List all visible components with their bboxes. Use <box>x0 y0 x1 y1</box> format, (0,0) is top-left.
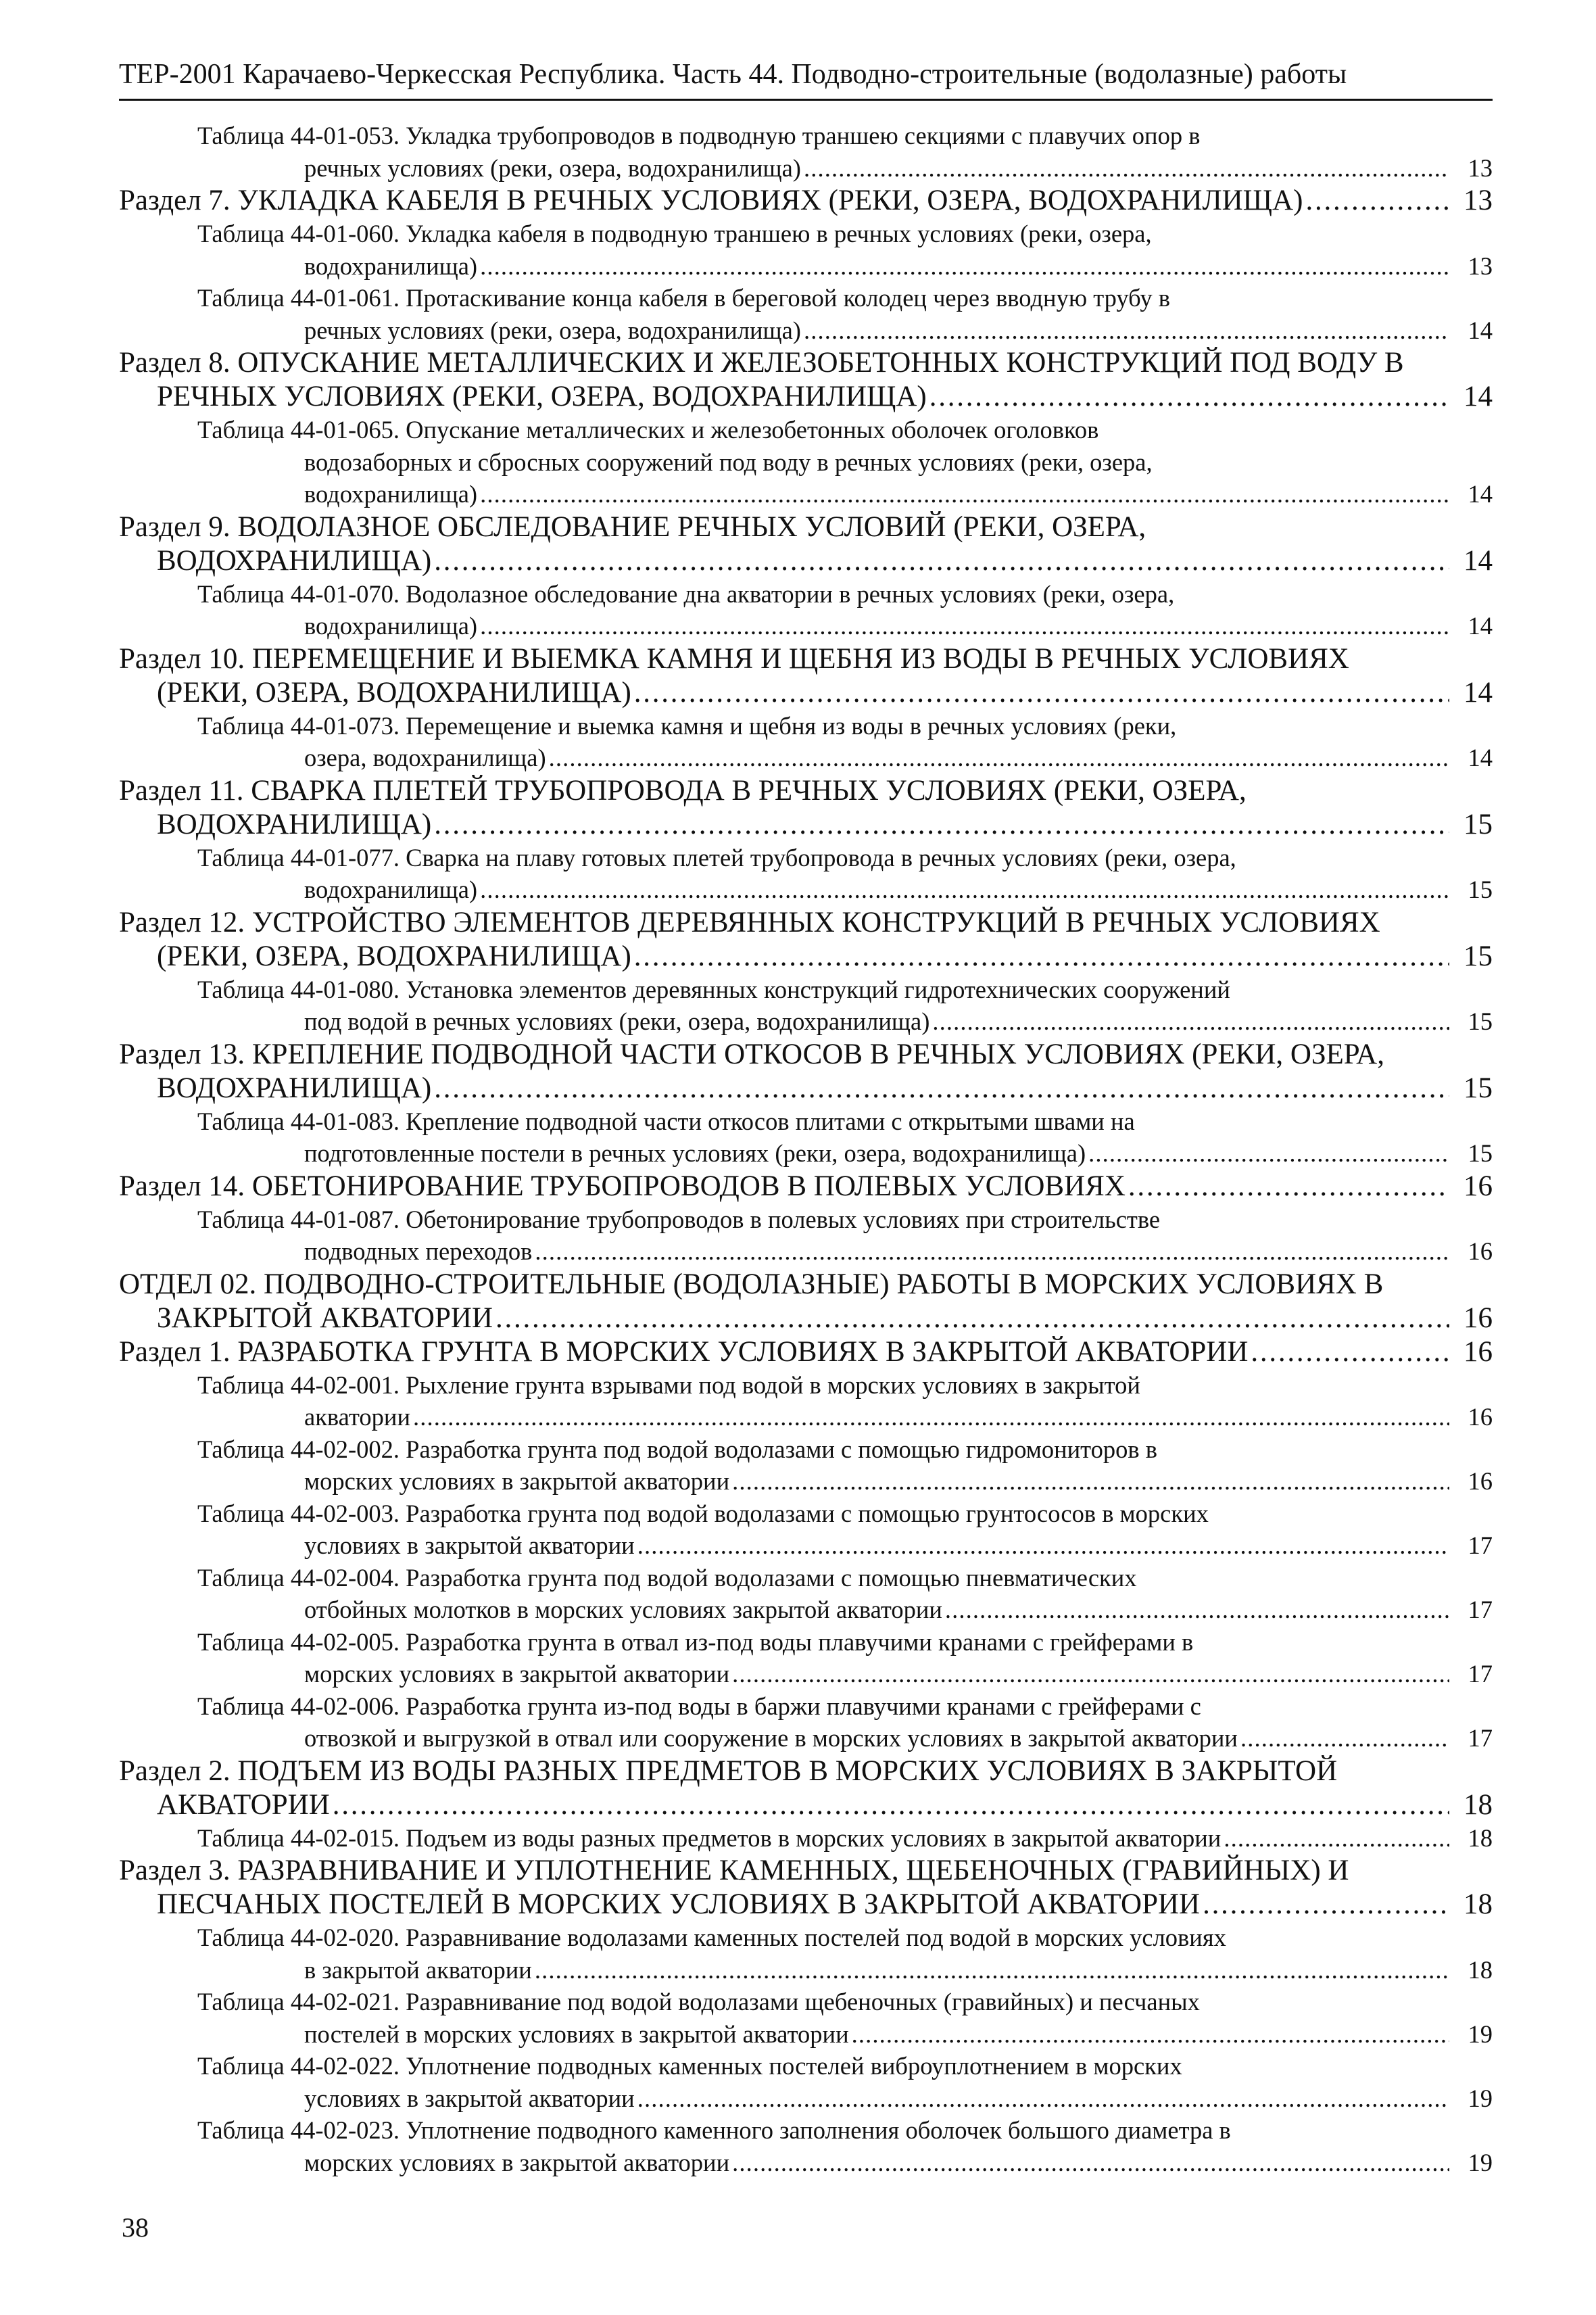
toc-table-entry <box>119 218 1493 282</box>
dot-leader <box>535 1954 1449 1986</box>
toc-entry-text: Таблица 44-01-060. Укладка кабеля в подводную траншею в речных условиях (реки, озера, <box>197 220 1152 247</box>
toc-entry-text: Раздел 8. ОПУСКАНИЕ МЕТАЛЛИЧЕСКИХ И ЖЕЛЕЗОБЕТОННЫХ КОНСТРУКЦИЙ ПОД ВОДУ В <box>119 347 1404 379</box>
toc-entry-text: условиях в закрытой акватории <box>304 2084 635 2112</box>
toc-line <box>119 1755 1493 1788</box>
toc-line <box>119 446 1493 479</box>
toc-table-entry <box>119 414 1493 510</box>
toc-page-number: 15 <box>1464 808 1493 840</box>
toc-line <box>119 842 1493 874</box>
toc-entry-text: постелей в морских условиях в закрытой акватории <box>304 2020 849 2048</box>
toc-line <box>119 184 1493 218</box>
toc-page-number: 15 <box>1468 1139 1493 1167</box>
toc-line <box>119 1722 1493 1755</box>
toc-section-entry <box>119 1038 1493 1105</box>
toc-section-entry <box>119 1170 1493 1203</box>
dot-leader <box>495 1302 1449 1335</box>
toc-line <box>119 1369 1493 1402</box>
toc-section-entry <box>119 1854 1493 1922</box>
toc-line <box>119 2050 1493 2082</box>
toc-entry-text: Таблица 44-01-083. Крепление подводной части откосов плитами с открытыми швами на <box>197 1107 1135 1135</box>
toc-page-number: 17 <box>1468 1724 1493 1752</box>
toc-line <box>119 152 1493 185</box>
toc-entry-text: ВОДОХРАНИЛИЩА) <box>157 1072 432 1104</box>
toc-entry-text: Таблица 44-01-080. Установка элементов деревянных конструкций гидротехнических сооружений <box>197 975 1230 1003</box>
dot-leader <box>333 1788 1449 1822</box>
toc-entry-text: Таблица 44-01-087. Обетонирование трубопроводов в полевых условиях при строительстве <box>197 1205 1161 1233</box>
toc-page-number: 15 <box>1468 1007 1493 1035</box>
toc-entry-text: ПЕСЧАНЫХ ПОСТЕЛЕЙ В МОРСКИХ УСЛОВИЯХ В ЗАКРЫТОЙ АКВАТОРИИ <box>157 1888 1201 1920</box>
dot-leader <box>634 676 1449 710</box>
dot-leader <box>535 1235 1449 1268</box>
toc-entry-text: ВОДОХРАНИЛИЩА) <box>157 808 432 840</box>
toc-page-number: 13 <box>1468 153 1493 182</box>
toc-entry-text: Таблица 44-02-022. Уплотнение подводных каменных постелей виброуплотнением в морских <box>197 2052 1182 2080</box>
dot-leader <box>480 478 1449 510</box>
toc-page-number: 17 <box>1468 1660 1493 1688</box>
toc-line <box>119 218 1493 250</box>
toc-section-entry <box>119 510 1493 578</box>
dot-leader <box>804 314 1449 347</box>
toc-line <box>119 1268 1493 1302</box>
toc-section-entry <box>119 774 1493 842</box>
toc-page-number: 15 <box>1464 940 1493 972</box>
toc-entry-text: Раздел 1. РАЗРАБОТКА ГРУНТА В МОРСКИХ УСЛОВИЯХ В ЗАКРЫТОЙ АКВАТОРИИ <box>119 1335 1249 1368</box>
toc-page-number: 16 <box>1464 1170 1493 1202</box>
toc-line <box>119 1788 1493 1822</box>
toc-entry-text: Таблица 44-02-023. Уплотнение подводного каменного заполнения оболочек большого диаметра в <box>197 2116 1231 2144</box>
toc-page-number: 18 <box>1464 1888 1493 1920</box>
toc-entry-text: водохранилища) <box>304 480 478 508</box>
toc-page-number: 17 <box>1468 1596 1493 1623</box>
dot-leader <box>480 874 1449 906</box>
toc-section-entry <box>119 906 1493 974</box>
toc-page-number: 17 <box>1468 1531 1493 1559</box>
toc-line <box>119 1335 1493 1369</box>
toc-entry-text: Таблица 44-01-077. Сварка на плаву готовых плетей трубопровода в речных условиях (реки, озера, <box>197 843 1236 872</box>
toc-line <box>119 1658 1493 1690</box>
dot-leader <box>1128 1170 1449 1203</box>
toc-table-entry <box>119 2114 1493 2178</box>
toc-entry-text: подготовленные постели в речных условиях (реки, озера, водохранилища) <box>304 1139 1086 1167</box>
toc-line <box>119 1498 1493 1530</box>
toc-line <box>119 1038 1493 1072</box>
toc-line <box>119 808 1493 842</box>
page-number: 38 <box>122 2212 149 2243</box>
toc-entry-text: Раздел 12. УСТРОЙСТВО ЭЛЕМЕНТОВ ДЕРЕВЯННЫХ КОНСТРУКЦИЙ В РЕЧНЫХ УСЛОВИЯХ <box>119 906 1380 938</box>
toc-entry-text: Таблица 44-02-006. Разработка грунта из-под воды в баржи плавучими кранами с грейферами с <box>197 1692 1201 1720</box>
dot-leader <box>932 1005 1449 1038</box>
dot-leader <box>1305 184 1449 218</box>
toc-entry-text: Раздел 7. УКЛАДКА КАБЕЛЯ В РЕЧНЫХ УСЛОВИЯХ (РЕКИ, ОЗЕРА, ВОДОХРАНИЛИЩА) <box>119 185 1303 216</box>
toc-table-entry <box>119 1203 1493 1268</box>
toc-line <box>119 2018 1493 2051</box>
toc-line <box>119 710 1493 742</box>
toc-entry-text: водозаборных и сбросных сооружений под воду в речных условиях (реки, озера, <box>304 448 1153 476</box>
dot-leader <box>434 1072 1449 1105</box>
toc-line <box>119 120 1493 152</box>
toc-line <box>119 1235 1493 1268</box>
toc-line <box>119 1072 1493 1105</box>
toc-entry-text: озера, водохранилища) <box>304 744 546 771</box>
toc-entry-text: ОТДЕЛ 02. ПОДВОДНО-СТРОИТЕЛЬНЫЕ (ВОДОЛАЗНЫЕ) РАБОТЫ В МОРСКИХ УСЛОВИЯХ В <box>119 1268 1384 1300</box>
toc-entry-text: речных условиях (реки, озера, водохранилища) <box>304 316 801 344</box>
toc-entry-text: Таблица 44-02-021. Разравнивание под водой водолазами щебеночных (гравийных) и песчаных <box>197 1988 1200 2015</box>
toc-table-entry <box>119 1498 1493 1562</box>
toc-entry-text: Раздел 10. ПЕРЕМЕЩЕНИЕ И ВЫЕМКА КАМНЯ И ЩЕБНЯ ИЗ ВОДЫ В РЕЧНЫХ УСЛОВИЯХ <box>119 642 1349 675</box>
toc-entry-text: ЗАКРЫТОЙ АКВАТОРИИ <box>157 1302 493 1334</box>
toc-table-entry <box>119 710 1493 774</box>
toc-page-number: 14 <box>1464 381 1493 412</box>
toc-table-entry <box>119 1562 1493 1626</box>
toc-page-number: 16 <box>1468 1237 1493 1265</box>
toc-page-number: 19 <box>1468 2148 1493 2176</box>
header-rule <box>119 99 1493 101</box>
dot-leader <box>732 1465 1449 1498</box>
toc-entry-text: Раздел 11. СВАРКА ПЛЕТЕЙ ТРУБОПРОВОДА В РЕЧНЫХ УСЛОВИЯХ (РЕКИ, ОЗЕРА, <box>119 774 1247 807</box>
dot-leader <box>480 250 1449 283</box>
toc-entry-text: Таблица 44-02-020. Разравнивание водолазами каменных постелей под водой в морских условиях <box>197 1924 1226 1951</box>
toc-line <box>119 1401 1493 1433</box>
toc-line <box>119 974 1493 1006</box>
toc-section-entry <box>119 346 1493 414</box>
toc-entry-text: Раздел 3. РАЗРАВНИВАНИЕ И УПЛОТНЕНИЕ КАМЕННЫХ, ЩЕБЕНОЧНЫХ (ГРАВИЙНЫХ) И <box>119 1855 1349 1886</box>
toc-page-number: 13 <box>1464 185 1493 216</box>
dot-leader <box>637 1529 1449 1562</box>
toc-entry-text: Раздел 14. ОБЕТОНИРОВАНИЕ ТРУБОПРОВОДОВ В ПОЛЕВЫХ УСЛОВИЯХ <box>119 1170 1126 1202</box>
toc-entry-text: АКВАТОРИИ <box>157 1788 330 1821</box>
toc-line <box>119 478 1493 510</box>
dot-leader <box>1203 1888 1449 1922</box>
toc-table-entry <box>119 578 1493 642</box>
toc-table-entry <box>119 1986 1493 2050</box>
dot-leader <box>929 380 1449 414</box>
toc-page-number: 16 <box>1468 1467 1493 1495</box>
toc-line <box>119 1854 1493 1888</box>
toc-page-number: 15 <box>1468 876 1493 903</box>
toc-entry-text: (РЕКИ, ОЗЕРА, ВОДОХРАНИЛИЩА) <box>157 676 631 709</box>
toc-line <box>119 1005 1493 1038</box>
toc-entry-text: морских условиях в закрытой акватории <box>304 1660 730 1688</box>
toc-table-entry <box>119 1690 1493 1755</box>
toc-entry-text: Раздел 13. КРЕПЛЕНИЕ ПОДВОДНОЙ ЧАСТИ ОТКОСОВ В РЕЧНЫХ УСЛОВИЯХ (РЕКИ, ОЗЕРА, <box>119 1038 1384 1070</box>
toc-page-number: 16 <box>1464 1335 1493 1368</box>
toc-entry-text: в закрытой акватории <box>304 1955 532 1984</box>
dot-leader <box>434 808 1449 842</box>
toc-page-number: 16 <box>1468 1403 1493 1431</box>
dot-leader <box>732 1658 1449 1690</box>
dot-leader <box>1240 1722 1449 1755</box>
toc-line <box>119 1986 1493 2018</box>
toc-entry-text: ВОДОХРАНИЛИЩА) <box>157 544 432 577</box>
toc-section-entry <box>119 642 1493 710</box>
dot-leader <box>804 152 1449 185</box>
toc-entry-text: акватории <box>304 1403 410 1431</box>
toc-entry-text: (РЕКИ, ОЗЕРА, ВОДОХРАНИЛИЩА) <box>157 940 631 972</box>
toc-line <box>119 1922 1493 1954</box>
toc-line <box>119 2147 1493 2179</box>
toc-entry-text: отбойных молотков в морских условиях закрытой акватории <box>304 1596 942 1623</box>
toc-section-entry <box>119 1335 1493 1369</box>
toc-page-number: 14 <box>1464 676 1493 709</box>
toc-entry-text: водохранилища) <box>304 876 478 903</box>
toc-table-entry <box>119 842 1493 906</box>
toc-page-number: 19 <box>1468 2020 1493 2048</box>
dot-leader <box>1224 1822 1449 1855</box>
dot-leader <box>1088 1137 1449 1170</box>
dot-leader <box>1251 1335 1449 1369</box>
toc-table-entry <box>119 2050 1493 2114</box>
toc-entry-text: водохранилища) <box>304 252 478 280</box>
toc-page-number: 14 <box>1468 612 1493 640</box>
toc-entry-text: под водой в речных условиях (реки, озера, водохранилища) <box>304 1007 930 1035</box>
toc-line <box>119 1529 1493 1562</box>
toc-line <box>119 1954 1493 1986</box>
toc-entry-text: условиях в закрытой акватории <box>304 1531 635 1559</box>
toc-page-number: 18 <box>1464 1788 1493 1821</box>
dot-leader <box>637 2082 1449 2115</box>
toc-line <box>119 1822 1493 1855</box>
toc-table-entry <box>119 120 1493 184</box>
toc-table-entry <box>119 1922 1493 1986</box>
toc-page-number: 16 <box>1464 1302 1493 1334</box>
toc-entry-text: Таблица 44-02-005. Разработка грунта в отвал из-под воды плавучими кранами с грейферами в <box>197 1627 1194 1656</box>
toc-line <box>119 380 1493 414</box>
toc-table-entry <box>119 282 1493 346</box>
toc-page-number: 13 <box>1468 252 1493 280</box>
toc-entry-text: Таблица 44-01-065. Опускание металлических и железобетонных оболочек оголовков <box>197 416 1099 444</box>
toc-line <box>119 1302 1493 1335</box>
toc-line <box>119 414 1493 446</box>
toc-line <box>119 774 1493 808</box>
toc-entry-text: Таблица 44-01-073. Перемещение и выемка камня и щебня из воды в речных условиях (реки, <box>197 711 1177 740</box>
running-header: ТЕР-2001 Карачаево-Черкесская Республика. Часть 44. Подводно-строительные (водолазные) работы <box>119 59 1347 90</box>
dot-leader <box>945 1594 1449 1626</box>
toc-table-entry <box>119 974 1493 1038</box>
toc-page-number: 18 <box>1468 1955 1493 1984</box>
dot-leader <box>480 610 1449 642</box>
toc-line <box>119 742 1493 774</box>
toc-line <box>119 578 1493 611</box>
toc-entry-text: РЕЧНЫХ УСЛОВИЯХ (РЕКИ, ОЗЕРА, ВОДОХРАНИЛИЩА) <box>157 381 927 412</box>
toc-line <box>119 906 1493 940</box>
toc-entry-text: Таблица 44-02-002. Разработка грунта под водой водолазами с помощью гидромониторов в <box>197 1435 1157 1463</box>
toc-table-entry <box>119 1822 1493 1855</box>
toc-section-entry <box>119 1755 1493 1822</box>
toc-line <box>119 2114 1493 2147</box>
toc-line <box>119 1626 1493 1658</box>
toc-line <box>119 314 1493 347</box>
toc-page-number: 19 <box>1468 2084 1493 2112</box>
toc-entry-text: Таблица 44-01-061. Протаскивание конца кабеля в береговой колодец через вводную трубу в <box>197 284 1170 312</box>
toc-table-entry <box>119 1105 1493 1170</box>
toc-line <box>119 250 1493 283</box>
toc-entry-text: Таблица 44-01-070. Водолазное обследование дна акватории в речных условиях (реки, озера, <box>197 579 1175 608</box>
toc-page-number: 14 <box>1468 744 1493 771</box>
toc-line <box>119 1465 1493 1498</box>
toc-entry-text: отвозкой и выгрузкой в отвал или сооружение в морских условиях в закрытой акватории <box>304 1724 1238 1752</box>
toc-entry-text: речных условиях (реки, озера, водохранилища) <box>304 153 801 182</box>
toc-line <box>119 346 1493 380</box>
toc-line <box>119 610 1493 642</box>
toc-line <box>119 1562 1493 1594</box>
toc-line <box>119 510 1493 544</box>
toc-entry-text: Таблица 44-02-003. Разработка грунта под водой водолазами с помощью грунтососов в морских <box>197 1499 1209 1527</box>
table-of-contents <box>119 120 1493 2178</box>
toc-entry-text: морских условиях в закрытой акватории <box>304 1467 730 1495</box>
dot-leader <box>549 742 1449 774</box>
toc-table-entry <box>119 1626 1493 1690</box>
toc-entry-text: подводных переходов <box>304 1237 533 1265</box>
toc-line <box>119 1594 1493 1626</box>
toc-line <box>119 544 1493 578</box>
toc-page-number: 14 <box>1468 480 1493 508</box>
toc-entry-text: Таблица 44-01-053. Укладка трубопроводов в подводную траншею секциями с плавучих опор в <box>197 122 1201 149</box>
toc-page-number: 18 <box>1468 1823 1493 1852</box>
toc-table-entry <box>119 1433 1493 1498</box>
toc-line <box>119 1888 1493 1922</box>
toc-line <box>119 1433 1493 1466</box>
toc-entry-text: Раздел 9. ВОДОЛАЗНОЕ ОБСЛЕДОВАНИЕ РЕЧНЫХ УСЛОВИЙ (РЕКИ, ОЗЕРА, <box>119 510 1146 543</box>
toc-line <box>119 1170 1493 1203</box>
dot-leader <box>732 2147 1449 2179</box>
toc-line <box>119 1690 1493 1723</box>
toc-entry-text: морских условиях в закрытой акватории <box>304 2148 730 2176</box>
toc-line <box>119 642 1493 676</box>
toc-page-number: 14 <box>1464 544 1493 577</box>
toc-line <box>119 1137 1493 1170</box>
toc-line <box>119 940 1493 974</box>
toc-line <box>119 676 1493 710</box>
toc-section-entry <box>119 184 1493 218</box>
toc-line <box>119 1203 1493 1236</box>
toc-table-entry <box>119 1369 1493 1433</box>
toc-line <box>119 874 1493 906</box>
toc-section-entry <box>119 1268 1493 1335</box>
toc-line <box>119 282 1493 314</box>
toc-page-number: 14 <box>1468 316 1493 344</box>
toc-entry-text: Таблица 44-02-001. Рыхление грунта взрывами под водой в морских условиях в закрытой <box>197 1370 1140 1399</box>
toc-line <box>119 2082 1493 2115</box>
toc-entry-text: Таблица 44-02-004. Разработка грунта под водой водолазами с помощью пневматических <box>197 1563 1137 1592</box>
dot-leader <box>634 940 1449 974</box>
toc-entry-text: Раздел 2. ПОДЪЕМ ИЗ ВОДЫ РАЗНЫХ ПРЕДМЕТОВ В МОРСКИХ УСЛОВИЯХ В ЗАКРЫТОЙ <box>119 1755 1338 1787</box>
dot-leader <box>434 544 1449 578</box>
toc-page-number: 15 <box>1464 1072 1493 1104</box>
toc-entry-text: водохранилища) <box>304 612 478 640</box>
dot-leader <box>852 2018 1449 2051</box>
dot-leader <box>413 1401 1449 1433</box>
toc-entry-text: Таблица 44-02-015. Подъем из воды разных предметов в морских условиях в закрытой акватории <box>197 1823 1222 1852</box>
toc-line <box>119 1105 1493 1138</box>
